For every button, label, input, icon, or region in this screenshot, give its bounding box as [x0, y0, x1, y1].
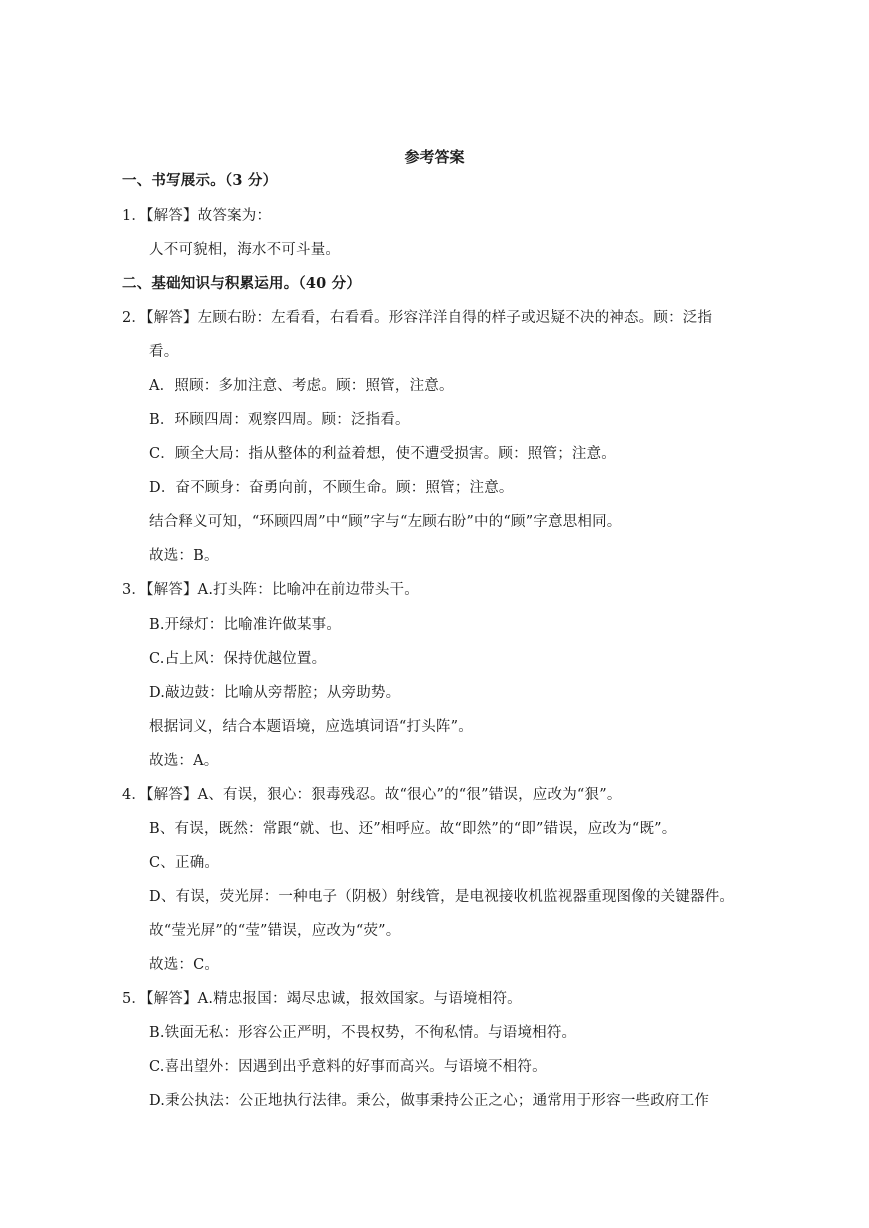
page-title: 参考答案: [404, 148, 465, 166]
question-answer-line: 3．【解答】A.打头阵：比喻冲在前边带头干。: [122, 582, 419, 598]
answer-line: 故选：C。: [149, 957, 220, 973]
answer-line: C．顾全大局：指从整体的利益着想，使不遭受损害。顾：照管；注意。: [149, 446, 616, 462]
question-answer-line: 1．【解答】故答案为：: [122, 208, 272, 224]
answer-line: B.铁面无私：形容公正严明，不畏权势，不徇私情。与语境相符。: [149, 1025, 577, 1041]
answer-line: B.开绿灯：比喻准许做某事。: [149, 617, 342, 633]
question-answer-line: 5．【解答】A.精忠报国：竭尽忠诚，报效国家。与语境相符。: [122, 991, 522, 1007]
answer-line: 根据词义，结合本题语境，应选填词语“打头阵”。: [149, 719, 473, 735]
answer-line: C.占上风：保持优越位置。: [149, 651, 327, 667]
answer-line: D.敲边鼓：比喻从旁帮腔；从旁助势。: [149, 685, 401, 701]
answer-line: 看。: [149, 344, 179, 360]
answer-line: 人不可貌相，海水不可斗量。: [149, 242, 341, 258]
answer-line: D.秉公执法：公正地执行法律。秉公，做事秉持公正之心；通常用于形容一些政府工作: [149, 1093, 710, 1109]
answer-line: 故“莹光屏”的“莹”错误，应改为“荧”。: [149, 923, 401, 939]
answer-line: C、正确。: [149, 855, 220, 871]
answer-line: A．照顾：多加注意、考虑。顾：照管，注意。: [149, 378, 454, 394]
answer-line: 故选：B。: [149, 548, 219, 564]
answer-line: 结合释义可知，“环顾四周”中“顾”字与“左顾右盼”中的“顾”字意思相同。: [149, 514, 622, 530]
answer-line: B、有误，既然：常跟“就、也、还”相呼应。故“即然”的“即”错误，应改为“既”。: [149, 821, 677, 837]
answer-line: B．环顾四周：观察四周。顾：泛指看。: [149, 412, 410, 428]
answer-line: D、有误，荧光屏：一种电子（阴极）射线管，是电视接收机监视器重现图像的关键器件。: [149, 889, 735, 905]
answer-line: C.喜出望外：因遇到出乎意料的好事而高兴。与语境不相符。: [149, 1059, 547, 1075]
section-heading: 一、书写展示。（3 分）: [122, 172, 278, 189]
answer-line: D．奋不顾身：奋勇向前，不顾生命。顾：照管；注意。: [149, 480, 514, 496]
section-heading: 二、基础知识与积累运用。（40 分）: [122, 275, 362, 292]
question-answer-line: 4．【解答】A、有误，狠心：狠毒残忍。故“很心”的“很”错误，应改为“狠”。: [122, 787, 622, 803]
answer-line: 故选：A。: [149, 753, 219, 769]
question-answer-line: 2．【解答】左顾右盼：左看看，右看看。形容洋洋自得的样子或迟疑不决的神态。顾：泛指: [122, 310, 713, 326]
